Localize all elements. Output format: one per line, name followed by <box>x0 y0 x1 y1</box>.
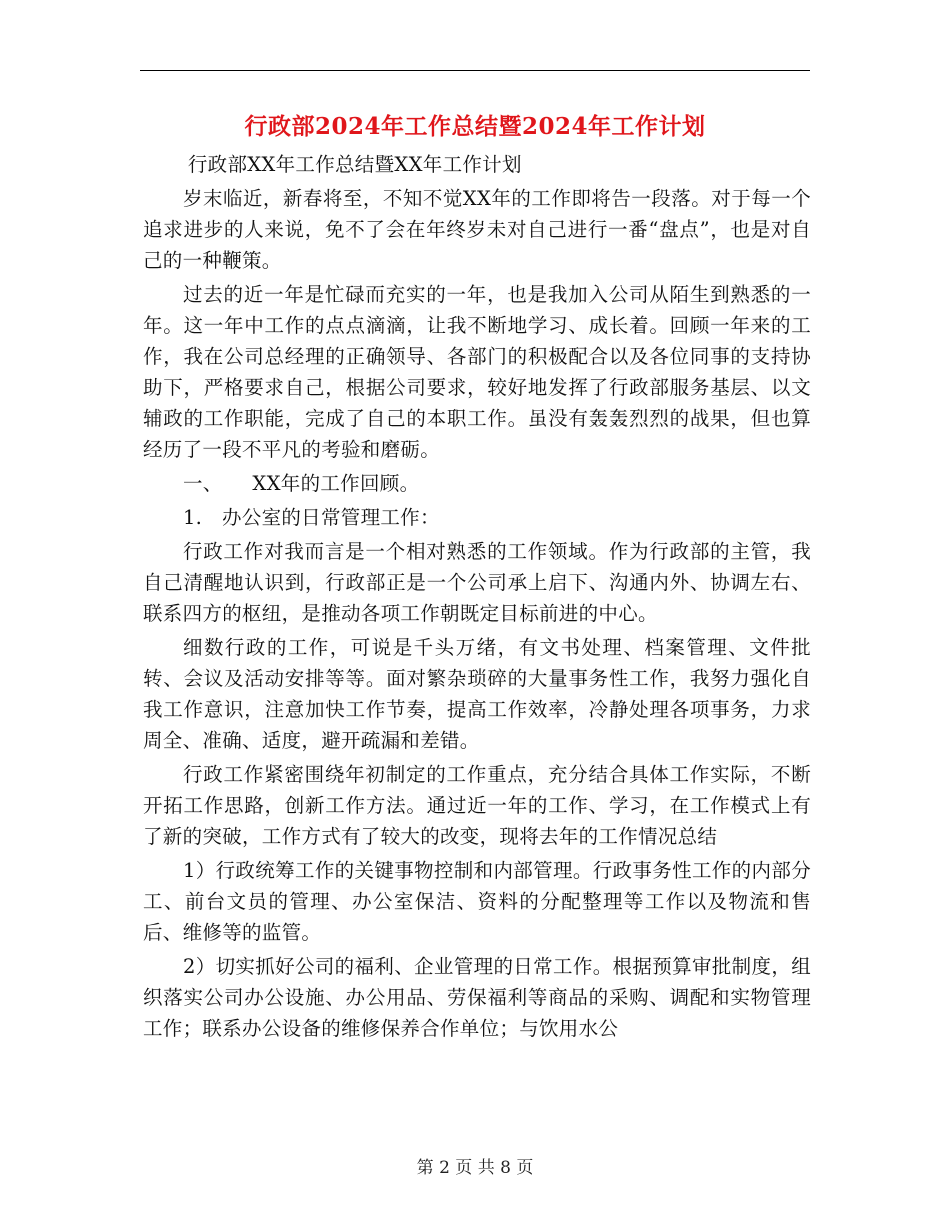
header-rule <box>140 70 810 71</box>
document-title: 行政部2024年工作总结暨2024年工作计划 <box>244 113 706 140</box>
list-item-1: 1）行政统筹工作的关键事物控制和内部管理。行政事务性工作的内部分工、前台文员的管理、办公室保洁、资料的分配整理等工作以及物流和售后、维修等的监管。 <box>143 859 811 944</box>
paragraph-admin-tasks: 细数行政的工作，可说是千头万绪，有文书处理、档案管理、文件批转、会议及活动安排等等。面对繁杂琐碎的大量事务性工作，我努力强化自我工作意识，注意加快工作节奏，提高工作效率，冷静处理各项事务，力求周全、准确、适度，避开疏漏和差错。 <box>143 636 811 752</box>
section-heading-review: 一、 XX年的工作回顾。 <box>182 472 420 495</box>
page-number: 第 2 页 共 8 页 <box>416 1158 534 1178</box>
document-body <box>143 149 811 1047</box>
paragraph-intro: 岁末临近，新春将至，不知不觉XX年的工作即将告一段落。对于每一个追求进步的人来说，免不了会在年终岁未对自己进行一番“盘点”，也是对自己的一种鞭策。 <box>143 187 811 272</box>
paragraph-work-summary: 行政工作紧密围绕年初制定的工作重点，充分结合具体工作实际，不断开拓工作思路，创新工作方法。通过近一年的工作、学习，在工作模式上有了新的突破，工作方式有了较大的改变，现将去年的工作情况总结 <box>143 763 811 848</box>
list-item-2: 2）切实抓好公司的福利、企业管理的日常工作。根据预算审批制度，组织落实公司办公设施、办公用品、劳保福利等商品的采购、调配和实物管理工作；联系办公设备的维修保养合作单位；与饮用水公 <box>143 955 811 1040</box>
subsection-heading-daily-management: 1. 办公室的日常管理工作： <box>182 506 440 529</box>
paragraph-admin-role: 行政工作对我而言是一个相对熟悉的工作领域。作为行政部的主管，我自己清醒地认识到，行政部正是一个公司承上启下、沟通内外、协调左右、联系四方的枢纽，是推动各项工作朝既定目标前进的中心。 <box>143 540 811 625</box>
paragraph-subtitle: 行政部XX年工作总结暨XX年工作计划 <box>187 153 522 176</box>
paragraph-past-year: 过去的近一年是忙碌而充实的一年，也是我加入公司从陌生到熟悉的一年。这一年中工作的点点滴滴，让我不断地学习、成长着。回顾一年来的工作，我在公司总经理的正确领导、各部门的积极配合以及各位同事的支持协助下，严格要求自己，根据公司要求，较好地发挥了行政部服务基层、以文辅政的工作职能，完成了自己的本职工作。虽没有轰轰烈烈的战果，但也算经历了一段不平凡的考验和磨砺。 <box>143 283 811 461</box>
